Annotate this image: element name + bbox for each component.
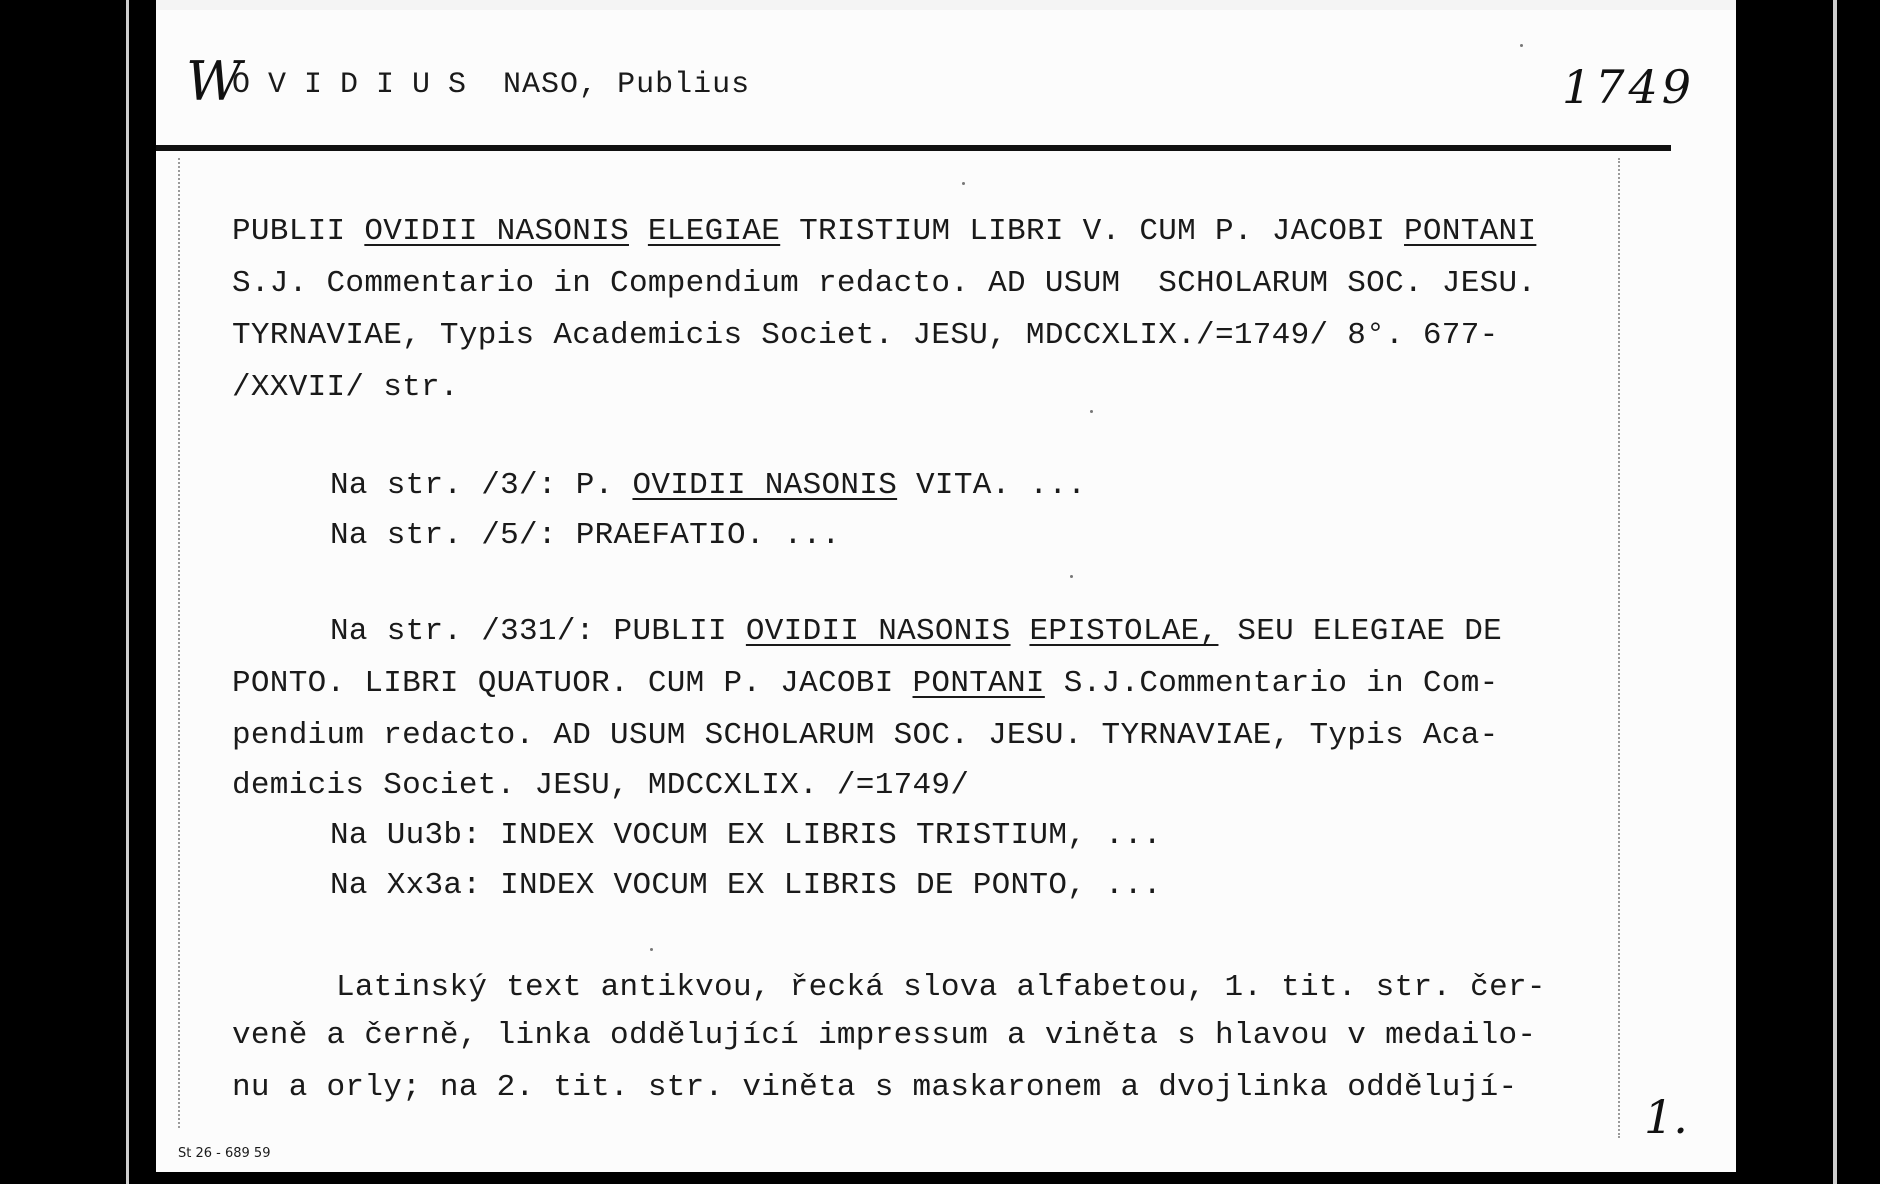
- author-name-rest: NASO, Publius: [503, 68, 751, 102]
- contents-line-2: Na str. /5/: PRAEFATIO. ...: [330, 518, 841, 553]
- scan-left-rule: [126, 0, 129, 1184]
- index-line-1: Na Uu3b: INDEX VOCUM EX LIBRIS TRISTIUM, ...: [330, 818, 1162, 853]
- title-text: PUBLII: [232, 214, 365, 249]
- second-work-text: [1011, 614, 1030, 649]
- second-work-text: S.J.Commentario in Com-: [1044, 666, 1499, 701]
- contents-text: Na str. /3/: P.: [330, 468, 633, 503]
- underlined-text: OVIDII NASONIS: [745, 614, 1011, 649]
- handwritten-year: 1749: [1562, 60, 1696, 114]
- underlined-text: OVIDII NASONIS: [364, 214, 629, 249]
- author-surname: OVIDIUS: [232, 68, 485, 102]
- second-work-line-2: [232, 668, 1499, 699]
- card-heading: [232, 68, 750, 102]
- contents-text: VITA. ...: [897, 468, 1087, 503]
- title-text: TRISTIUM LIBRI V. CUM P. JACOBI: [780, 214, 1405, 249]
- title-line-4: /XXVII/ str.: [232, 370, 459, 405]
- scan-speck: [1520, 44, 1523, 47]
- notes-line-3: nu a orly; na 2. tit. str. viněta s maskaronem a dvojlinka oddělují-: [232, 1070, 1518, 1105]
- underlined-text: EPISTOLAE,: [1029, 614, 1219, 649]
- notes-line-2: veně a černě, linka oddělující impressum a viněta s hlavou v medailo-: [232, 1018, 1537, 1053]
- title-text: [629, 214, 648, 249]
- second-work-text: SEU ELEGIAE DE: [1218, 614, 1503, 649]
- header-rule: [156, 145, 1671, 151]
- index-line-2: Na Xx3a: INDEX VOCUM EX LIBRIS DE PONTO, ...: [330, 868, 1162, 903]
- second-work-text: Na str. /331/: PUBLII: [330, 614, 746, 649]
- second-work-line-1: [330, 616, 1502, 647]
- right-margin-dots: [1618, 158, 1620, 1138]
- left-margin-dots: [178, 158, 180, 1128]
- underlined-text: OVIDII NASONIS: [632, 468, 898, 503]
- second-work-line-4: demicis Societ. JESU, MDCCXLIX. /=1749/: [232, 768, 970, 803]
- handwritten-mark: W: [186, 50, 238, 113]
- scan-speck: [650, 948, 653, 951]
- scan-speck: [962, 182, 965, 185]
- card-top-edge: [156, 0, 1736, 10]
- second-work-text: PONTO. LIBRI QUATUOR. CUM P. JACOBI: [232, 666, 913, 701]
- underlined-text: PONTANI: [1404, 214, 1537, 249]
- card-footer-code: St 26 - 689 59: [178, 1146, 271, 1161]
- scan-speck: [1090, 410, 1093, 413]
- second-work-line-3: pendium redacto. AD USUM SCHOLARUM SOC. JESU. TYRNAVIAE, Typis Aca-: [232, 718, 1499, 753]
- scan-speck: [1070, 575, 1073, 578]
- underlined-text: PONTANI: [912, 666, 1045, 701]
- notes-line-1: Latinský text antikvou, řecká slova alfabetou, 1. tit. str. čer-: [336, 970, 1546, 1005]
- title-line-2: S.J. Commentario in Compendium redacto. AD USUM SCHOLARUM SOC. JESU.: [232, 266, 1537, 301]
- underlined-text: ELEGIAE: [647, 214, 781, 249]
- handwritten-page-number: 1.: [1644, 1090, 1688, 1144]
- title-line-3: TYRNAVIAE, Typis Academicis Societ. JESU, MDCCXLIX./=1749/ 8°. 677-: [232, 318, 1499, 353]
- scan-right-rule: [1833, 0, 1837, 1184]
- title-line-1: [232, 216, 1536, 247]
- contents-line-1: [330, 470, 1086, 501]
